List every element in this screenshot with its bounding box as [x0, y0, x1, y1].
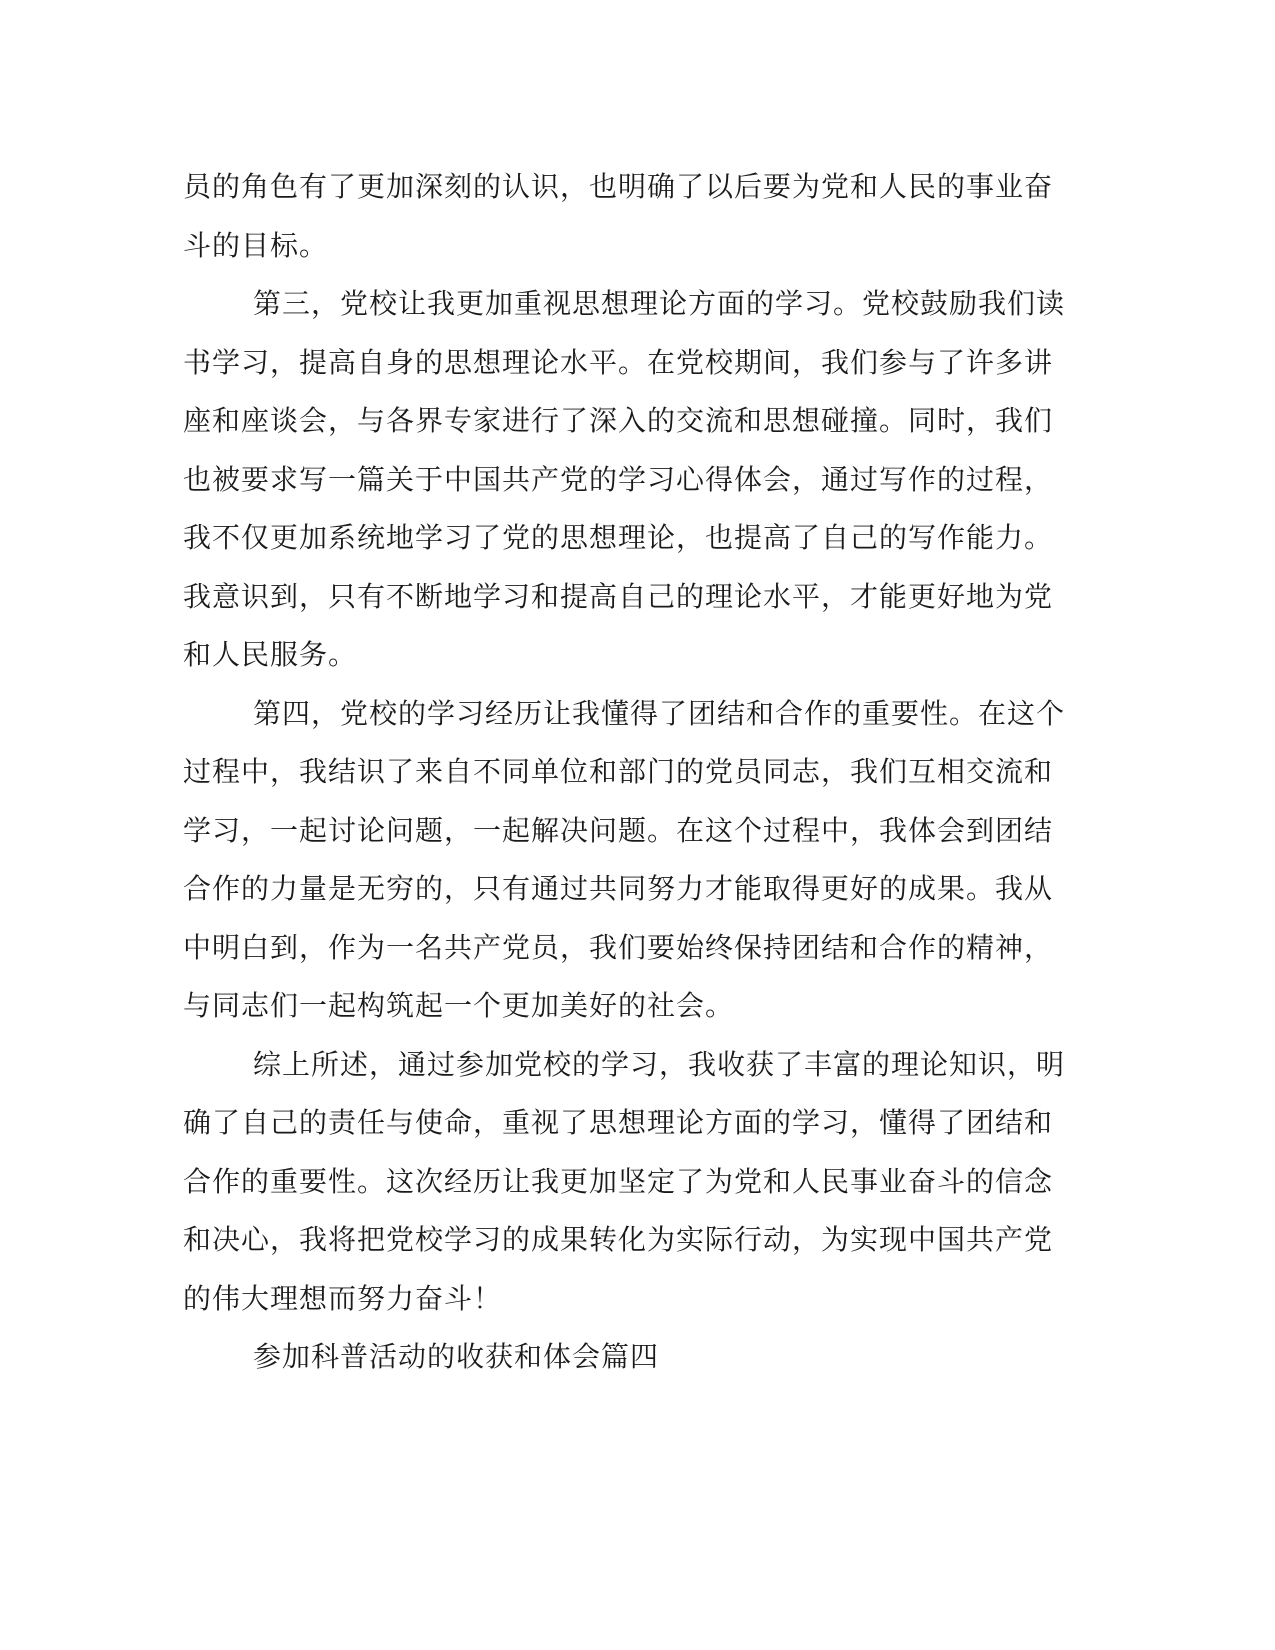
text-line: 我意识到，只有不断地学习和提高自己的理论水平，才能更好地为党 [183, 579, 1054, 613]
text-line: 我不仅更加系统地学习了党的思想理论，也提高了自己的写作能力。 [183, 521, 1054, 554]
text-line: 学习，一起讨论问题，一起解决问题。在这个过程中，我体会到团结 [183, 813, 1054, 847]
text-line: 座和座谈会，与各界专家进行了深入的交流和思想碰撞。同时，我们 [183, 404, 1054, 437]
text-line: 与同志们一起构筑起一个更加美好的社会。 [183, 989, 735, 1022]
text-line: 过程中，我结识了来自不同单位和部门的党员同志，我们互相交流和 [183, 755, 1054, 788]
text-line: 合作的力量是无穷的，只有通过共同努力才能取得更好的成果。我从 [183, 872, 1054, 905]
paragraph-start-line: 第四，党校的学习经历让我懂得了团结和合作的重要性。在这个 [253, 696, 1066, 730]
text-line: 中明白到，作为一名共产党员，我们要始终保持团结和合作的精神， [183, 930, 1054, 964]
paragraph-start-line: 综上所述，通过参加党校的学习，我收获了丰富的理论知识，明 [253, 1047, 1066, 1081]
text-line: 确了自己的责任与使命，重视了思想理论方面的学习，懂得了团结和 [183, 1106, 1054, 1139]
text-line: 和人民服务。 [183, 638, 358, 671]
document-body [183, 158, 1066, 1387]
section-heading: 参加科普活动的收获和体会篇四 [253, 1340, 660, 1373]
text-line: 书学习，提高自身的思想理论水平。在党校期间，我们参与了许多讲 [183, 345, 1054, 379]
text-line: 员的角色有了更加深刻的认识，也明确了以后要为党和人民的事业奋 [183, 170, 1054, 203]
text-line: 合作的重要性。这次经历让我更加坚定了为党和人民事业奋斗的信念 [183, 1164, 1054, 1198]
text-line: 斗的目标。 [183, 228, 329, 262]
text-line: 和决心，我将把党校学习的成果转化为实际行动，为实现中国共产党 [183, 1223, 1054, 1256]
text-line: 也被要求写一篇关于中国共产党的学习心得体会，通过写作的过程， [183, 462, 1054, 496]
paragraph-start-line: 第三，党校让我更加重视思想理论方面的学习。党校鼓励我们读 [253, 287, 1066, 320]
text-line: 的伟大理想而努力奋斗！ [183, 1281, 503, 1315]
